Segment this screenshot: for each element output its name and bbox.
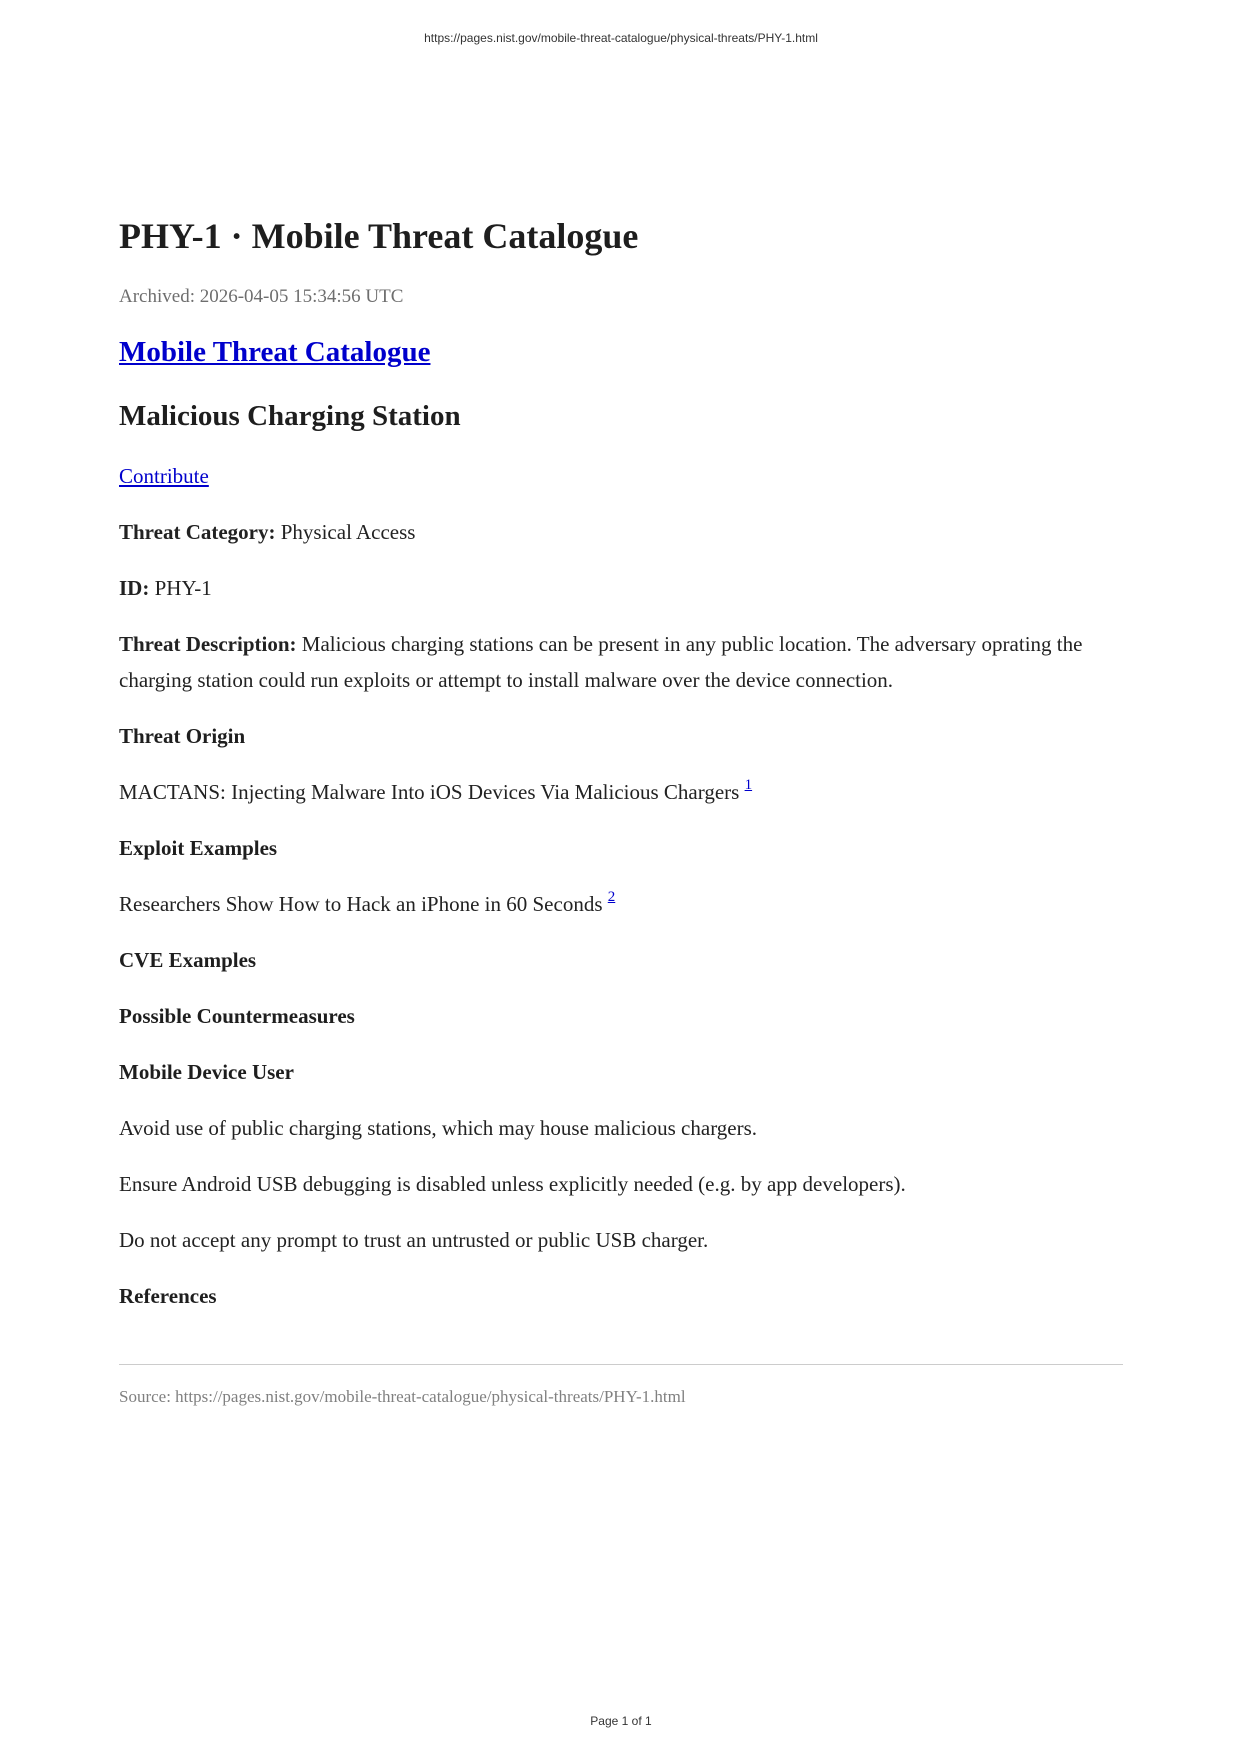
- cve-examples-heading: CVE Examples: [119, 948, 257, 972]
- threat-origin-heading: Threat Origin: [119, 724, 246, 748]
- exploit-example-text: Researchers Show How to Hack an iPhone in 60 Seconds: [119, 892, 603, 916]
- exploit-example-item: [119, 886, 1123, 922]
- threat-category-field: [119, 514, 1123, 550]
- threat-origin-text: MACTANS: Injecting Malware Into iOS Devices Via Malicious Chargers: [119, 780, 740, 804]
- print-header-url: https://pages.nist.gov/mobile-threat-catalogue/physical-threats/PHY-1.html: [424, 31, 818, 45]
- contribute-link[interactable]: Contribute: [119, 464, 209, 488]
- threat-description-label: Threat Description:: [119, 632, 297, 656]
- footnote-link-1[interactable]: 1: [744, 777, 753, 793]
- countermeasure-item: Ensure Android USB debugging is disabled unless explicitly needed (e.g. by app developers).: [119, 1172, 906, 1196]
- page-number: Page 1 of 1: [590, 1714, 652, 1728]
- mobile-device-user-heading: Mobile Device User: [119, 1060, 294, 1084]
- threat-id-label: ID:: [119, 576, 150, 600]
- threat-origin-item: [119, 774, 1123, 810]
- contribute-row: [119, 458, 1123, 494]
- site-heading: [119, 332, 1123, 372]
- source-url: Source: https://pages.nist.gov/mobile-threat-catalogue/physical-threats/PHY-1.html: [119, 1387, 686, 1406]
- threat-description-field: [119, 626, 1123, 698]
- threat-category-value: Physical Access: [280, 520, 416, 544]
- document-body: [119, 210, 1123, 1409]
- countermeasures-heading: Possible Countermeasures: [119, 1004, 355, 1028]
- threat-id-value: PHY-1: [154, 576, 212, 600]
- site-home-link[interactable]: Mobile Threat Catalogue: [119, 336, 431, 368]
- exploit-examples-heading: Exploit Examples: [119, 836, 278, 860]
- countermeasure-item: Do not accept any prompt to trust an untrusted or public USB charger.: [119, 1228, 709, 1252]
- threat-id-field: [119, 570, 1123, 606]
- page-title: PHY-1 · Mobile Threat Catalogue: [119, 216, 639, 256]
- threat-name-heading: Malicious Charging Station: [119, 400, 461, 432]
- footnote-link-2[interactable]: 2: [607, 889, 616, 905]
- threat-description-value: Malicious charging stations can be present in any public location. The adversary oprating the charging station could run exploits or attempt to install malware over the device connection.: [119, 632, 1083, 692]
- divider: [119, 1364, 1123, 1365]
- threat-category-label: Threat Category:: [119, 520, 276, 544]
- references-heading: References: [119, 1284, 217, 1308]
- countermeasure-item: Avoid use of public charging stations, which may house malicious chargers.: [119, 1116, 758, 1140]
- archived-timestamp: Archived: 2026-04-05 15:34:56 UTC: [119, 286, 404, 307]
